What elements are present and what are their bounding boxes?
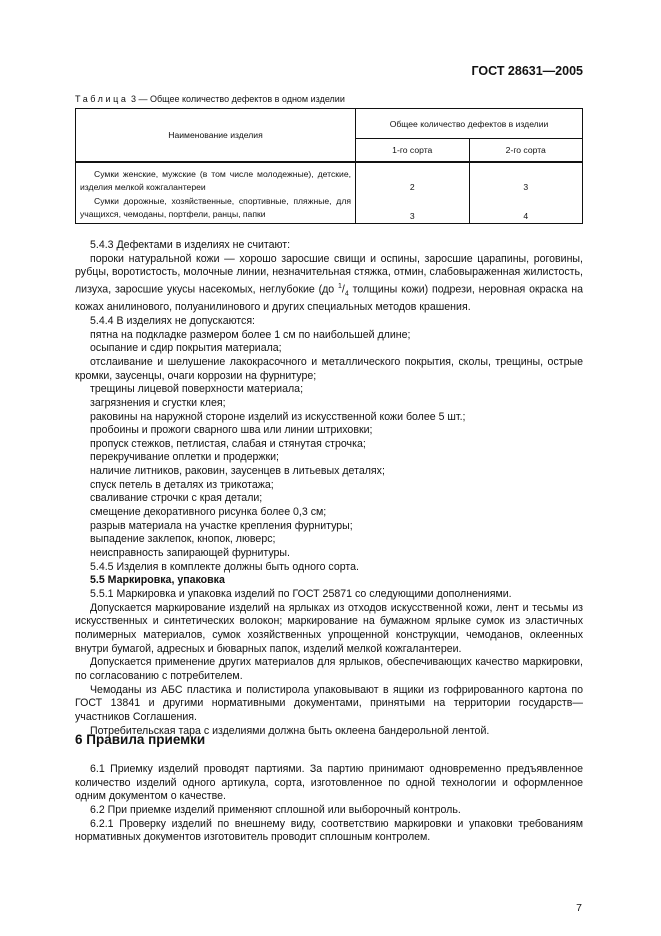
paragraph: отслаивание и шелушение лакокрасочного и металлического покрытия, сколы, трещины, острые кромки, заусенцы, очаги коррозии на фурнитуре; — [75, 355, 583, 382]
paragraph: пороки натуральной кожи — хорошо заросшие свищи и оспины, заросшие царапины, роговины, рубцы, воротистость, молочные линии, незначительная стяжка, отмин, слабовыраженная жилистость, лизуха, заросшие укусы насекомых, неглубокие (до $^1/_4$ толщины кожи) подрези, неровная окраска на кожах анилинового, полуанилинового и других специальных методов крашения. — [75, 252, 583, 314]
paragraph: 5.4.4 В изделиях не допускаются: — [90, 314, 256, 327]
paragraph: 6.2 При приемке изделий применяют сплошной или выборочный контроль. — [90, 803, 461, 816]
defects-table — [75, 108, 583, 224]
row-name: Сумки женские, мужские (в том числе молодежные), детские, изделия мелкой кожгалантереи — [76, 162, 356, 194]
document-header: ГОСТ 28631—2005 — [471, 64, 583, 78]
col-header-grade1: 1-го сорта — [356, 139, 470, 163]
table-row — [76, 194, 583, 224]
row-name: Сумки дорожные, хозяйственные, спортивные, пляжные, для учащихся, чемоданы, портфели, ранцы, папки — [76, 194, 356, 224]
paragraph: трещины лицевой поверхности материала; — [90, 383, 304, 396]
section-6-text — [75, 763, 583, 845]
table-row — [76, 162, 583, 194]
subsection-heading: 5.5 Маркировка, упаковка — [90, 574, 225, 587]
caption-word: Таблица — [75, 94, 129, 104]
paragraph: перекручивание оплетки и продержки; — [90, 451, 279, 464]
paragraph: спуск петель в деталях из трикотажа; — [90, 478, 274, 491]
row-grade1: 3 — [356, 194, 470, 224]
paragraph: сваливание строчки с края детали; — [90, 492, 263, 505]
section-5-text — [75, 239, 583, 738]
paragraph: 6.2.1 Проверку изделий по внешнему виду, соответствию маркировки и упаковки требованиям нормативных документов изготовитель проводит сплошным контролем. — [75, 817, 583, 844]
paragraph: Чемоданы из АБС пластика и полистирола упаковывают в ящики из гофрированного картона по ГОСТ 13841 и другими нормативными документами, принятыми на территории государств—участников Соглашения. — [75, 683, 583, 723]
section-6-heading: 6 Правила приемки — [75, 732, 206, 747]
paragraph: Допускается маркирование изделий на ярлыках из отходов искусственной кожи, лент и тесьмы из искусственных и синтетических волокон; маркирование на бумажном ярлыке сумок из эластичных полимерных материалов, сумок хозяйственных упрощенной конструкции, чемоданов, оклеенных внутри бумагой, адресных и бюварных папок, изделий мелкой кожгалантереи. — [75, 601, 583, 655]
paragraph: Допускается применение других материалов для ярлыков, обеспечивающих качество маркировки, по согласованию с потребителем. — [75, 656, 583, 682]
paragraph: наличие литников, раковин, заусенцев в литьевых деталях; — [90, 465, 385, 478]
paragraph: пробоины и прожоги сварного шва или линии штриховки; — [90, 424, 373, 437]
row-grade1: 2 — [356, 162, 470, 194]
col-header-grade2: 2-го сорта — [469, 139, 583, 163]
paragraph: 6.1 Приемку изделий проводят партиями. За партию принимают одновременно предъявленное количество изделий одного артикула, сорта, изготовленное по одной технологии и оформленное одним документом о качестве. — [75, 763, 583, 803]
row-grade2: 4 — [469, 194, 583, 224]
paragraph: осыпание и сдир покрытия материала; — [90, 342, 282, 355]
paragraph: смещение декоративного рисунка более 0,3 см; — [90, 506, 327, 519]
table-caption — [75, 94, 345, 104]
paragraph: разрыв материала на участке крепления фурнитуры; — [90, 519, 353, 532]
paragraph: пропуск стежков, петлистая, слабая и стянутая строчка; — [90, 437, 366, 450]
paragraph: 5.4.3 Дефектами в изделиях не считают: — [90, 239, 291, 251]
paragraph: загрязнения и сгустки клея; — [90, 396, 226, 409]
page-number: 7 — [576, 902, 582, 914]
paragraph: Потребительская тара с изделиями должна быть оклеена бандерольной лентой. — [90, 724, 490, 737]
caption-text: 3 — Общее количество дефектов в одном изделии — [128, 94, 345, 104]
paragraph: пятна на подкладке размером более 1 см по наибольшей длине; — [90, 328, 411, 341]
row-grade2: 3 — [469, 162, 583, 194]
paragraph: раковины на наружной стороне изделий из искусственной кожи более 5 шт.; — [90, 410, 466, 423]
col-header-group: Общее количество дефектов в изделии — [356, 109, 583, 139]
paragraph: 5.4.5 Изделия в комплекте должны быть одного сорта. — [90, 560, 359, 573]
col-header-name: Наименование изделия — [76, 109, 356, 163]
paragraph: выпадение заклепок, кнопок, люверс; — [90, 533, 276, 546]
paragraph: 5.5.1 Маркировка и упаковка изделий по ГОСТ 25871 со следующими дополнениями. — [90, 588, 512, 601]
paragraph: неисправность запирающей фурнитуры. — [90, 547, 290, 560]
